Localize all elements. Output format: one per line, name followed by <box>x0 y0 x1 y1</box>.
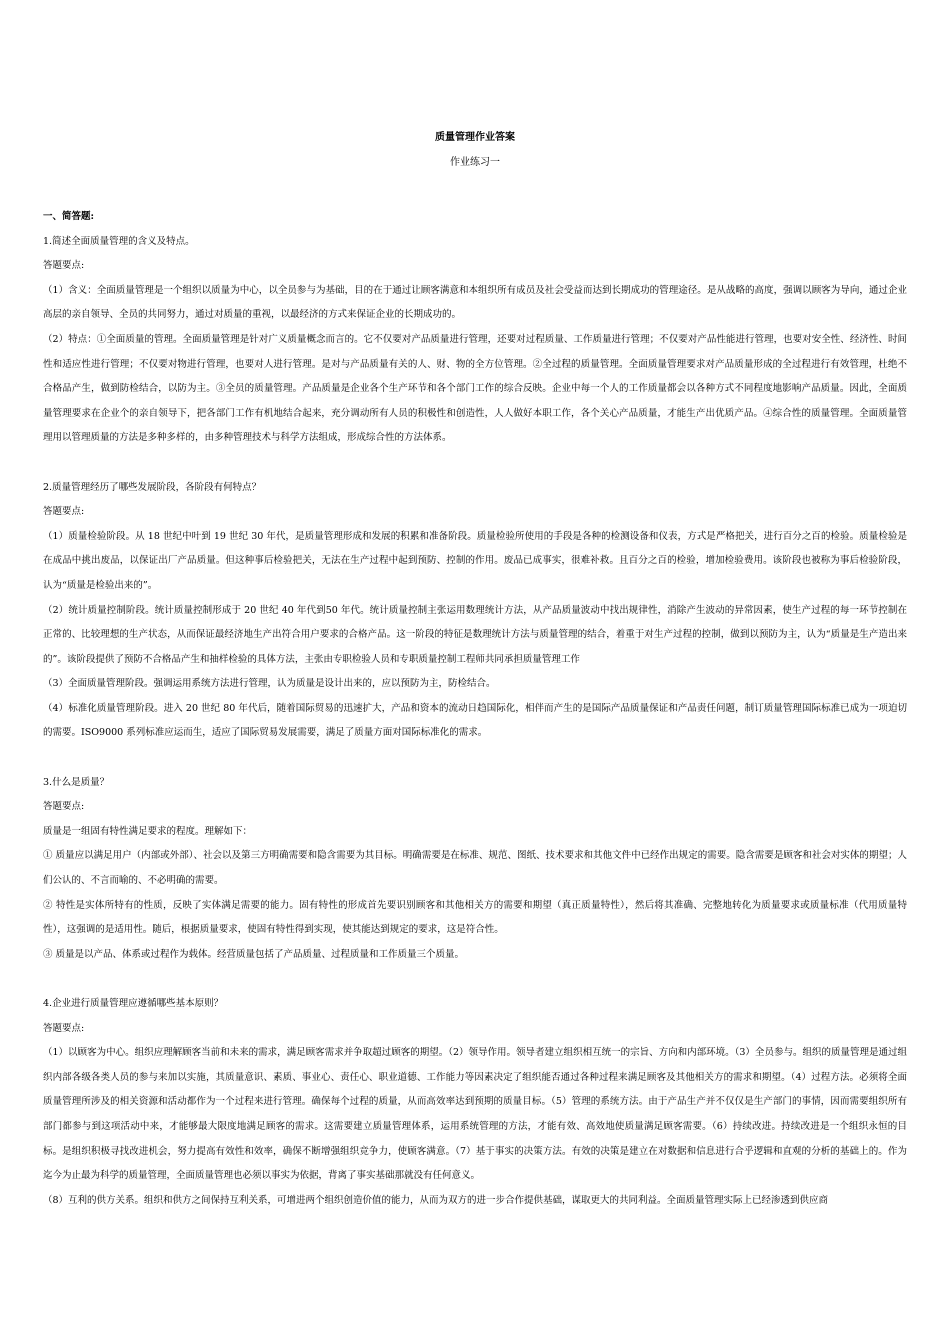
spacer <box>43 451 907 476</box>
document-body <box>43 205 907 1213</box>
answer-label-3: 答题要点: <box>43 801 85 813</box>
answer-3-paragraph-1: 质量是一组固有特性满足要求的程度。理解如下： <box>43 825 253 837</box>
answer-4-paragraph-1: （1）以顾客为中心。组织应理解顾客当前和未来的需求，满足顾客需求并争取超过顾客的期望。（2）领导作用。领导者建立组织相互统一的宗旨、方向和内部环境。（3）全员参与。组织的质量管理是通过组织内部各级各类人员的参与来加以实施，其质量意识、素质、事业心、责任心、职业道德、工作能力等因素决定了组织能否通过各种过程来满足顾客及其他相关方的需求和期望。（4）过程方法。必须将全面质量管理所涉及的相关资源和活动都作为一个过程来进行管理。确保每个过程的质量，从而高效率达到预期的质量目标。（5）管理的系统方法。由于产品生产并不仅仅是生产部门的事情，因而需要组织所有部门都参与到这项活动中来，才能够最大限度地满足顾客的需求。这需要建立质量管理体系，运用系统管理的方法，才能有效、高效地使质量满足顾客需要。（6）持续改进。持续改进是一个组织永恒的目标。是组织积极寻找改进机会，努力提高有效性和效率，确保不断增强组织竞争力，使顾客满意。（7）基于事实的决策方法。有效的决策是建立在对数据和信息进行合乎逻辑和直观的分析的基础上的。作为迄今为止最为科学的质量管理，全面质量管理也必须以事实为依据，背离了事实基础那就没有任何意义。 <box>43 1047 908 1182</box>
answer-label-2: 答题要点: <box>43 506 85 518</box>
answer-4-paragraph-2: （8）互利的供方关系。组织和供方之间保持互利关系，可增进两个组织创造价值的能力，从而为双方的进一步合作提供基础，谋取更大的共同利益。全面质量管理实际上已经渗透到供应商 <box>43 1194 829 1206</box>
answer-label-4: 答题要点: <box>43 1022 85 1034</box>
question-3: 3.什么是质量？ <box>43 776 110 788</box>
section-heading: 一、简答题: <box>43 211 95 222</box>
answer-3-paragraph-2: ① 质量应以满足用户（内部或外部）、社会以及第三方明确需要和隐含需要为其目标。明确需要是在标准、规范、图纸、技术要求和其他文件中已经作出规定的需要。隐含需要是顾客和社会对实体的期望；人们公认的、不言而喻的、不必明确的需要。 <box>43 850 907 887</box>
document-subtitle: 作业练习一 <box>450 157 500 168</box>
answer-2-paragraph-3: （3）全面质量管理阶段。强调运用系统方法进行管理，认为质量是设计出来的，应以预防为主，防检结合。 <box>43 678 496 690</box>
answer-2-paragraph-4: （4）标准化质量管理阶段。进入 20 世纪 80 年代后，随着国际贸易的迅速扩大，产品和资本的流动日趋国际化，相伴而产生的是国际产品质量保证和产品责任问题，制订质量管理国际标准已成为一项迫切的需要。ISO9000 系列标准应运而生，适应了国际贸易发展需要，满足了质量方面对国际标准化的需求。 <box>43 702 907 739</box>
spacer <box>43 967 907 992</box>
answer-label-1: 答题要点: <box>43 260 85 272</box>
answer-2-paragraph-1: （1）质量检验阶段。从 18 世纪中叶到 19 世纪 30 年代，是质量管理形成和发展的积累和准备阶段。质量检验所使用的手段是各种的检测设备和仪表，方式是严格把关，进行百分之百的检验。质量检验是在成品中挑出废品，以保证出厂产品质量。但这种事后检验把关，无法在生产过程中起到预防、控制的作用。废品已成事实，很难补救。且百分之百的检验，增加检验费用。该阶段也被称为事后检验阶段，认为“质量是检验出来的”。 <box>43 530 907 591</box>
answer-3-paragraph-4: ③ 质量是以产品、体系或过程作为载体。经营质量包括了产品质量、过程质量和工作质量三个质量。 <box>43 948 465 960</box>
answer-1-paragraph-1: （1）含义：全面质量管理是一个组织以质量为中心，以全员参与为基础，目的在于通过让顾客满意和本组织所有成员及社会受益而达到长期成功的管理途径。是从战略的高度，强调以顾客为导向，通过企业高层的亲自领导、全员的共同努力，通过对质量的重视，以最经济的方式来保证企业的长期成功的。 <box>43 284 908 321</box>
answer-2-paragraph-2: （2）统计质量控制阶段。统计质量控制形成于 20 世纪 40 年代到50 年代。统计质量控制主张运用数理统计方法，从产品质量波动中找出规律性，消除产生波动的异常因素，使生产过程的每一环节控制在正常的、比较理想的生产状态，从而保证最经济地生产出符合用户要求的合格产品。这一阶段的特征是数理统计方法与质量管理的结合，着重于对生产过程的控制，做到以预防为主，认为“质量是生产造出来的”。该阶段提供了预防不合格品产生和抽样检验的具体方法，主张由专职检验人员和专职质量控制工程师共同承担质量管理工作 <box>43 604 907 665</box>
document-title: 质量管理作业答案 <box>435 132 515 143</box>
question-4: 4.企业进行质量管理应遵循哪些基本原则？ <box>43 998 224 1009</box>
spacer <box>43 746 907 771</box>
question-2: 2.质量管理经历了哪些发展阶段，各阶段有何特点？ <box>43 481 262 493</box>
answer-3-paragraph-3: ② 特性是实体所特有的性质，反映了实体满足需要的能力。固有特性的形成首先要识别顾客和其他相关方的需要和期望（真正质量特性），然后将其准确、完整地转化为质量要求或质量标准（代用质量特性），这强调的是适用性。随后，根据质量要求，使固有特性得到实现，使其能达到规定的要求，这是符合性。 <box>43 899 907 936</box>
answer-1-paragraph-2: （2）特点：①全面质量的管理。全面质量管理是针对广义质量概念而言的。它不仅要对产品质量进行管理，还要对过程质量、工作质量进行管理；不仅要对产品性能进行管理，也要对安全性、经济性、时间性和适应性进行管理；不仅要对物进行管理，也要对人进行管理。是对与产品质量有关的人、财、物的全方位管理。②全过程的质量管理。全面质量管理要求对产品质量形成的全过程进行有效管理，杜绝不合格品产生，做到防检结合，以防为主。③全员的质量管理。产品质量是企业各个生产环节和各个部门工作的综合反映。企业中每一个人的工作质量都会以各种方式不同程度地影响产品质量。因此，全面质量管理要求在企业个的亲自领导下，把各部门工作有机地结合起来，充分调动所有人员的积极性和创造性，人人做好本职工作，各个关心产品质量，才能生产出优质产品。④综合性的质量管理。全面质量管理用以管理质量的方法是多种多样的，由多种管理技术与科学方法组成，形成综合性的方法体系。 <box>43 333 908 444</box>
question-1: 1.简述全面质量管理的含义及特点。 <box>43 235 195 247</box>
